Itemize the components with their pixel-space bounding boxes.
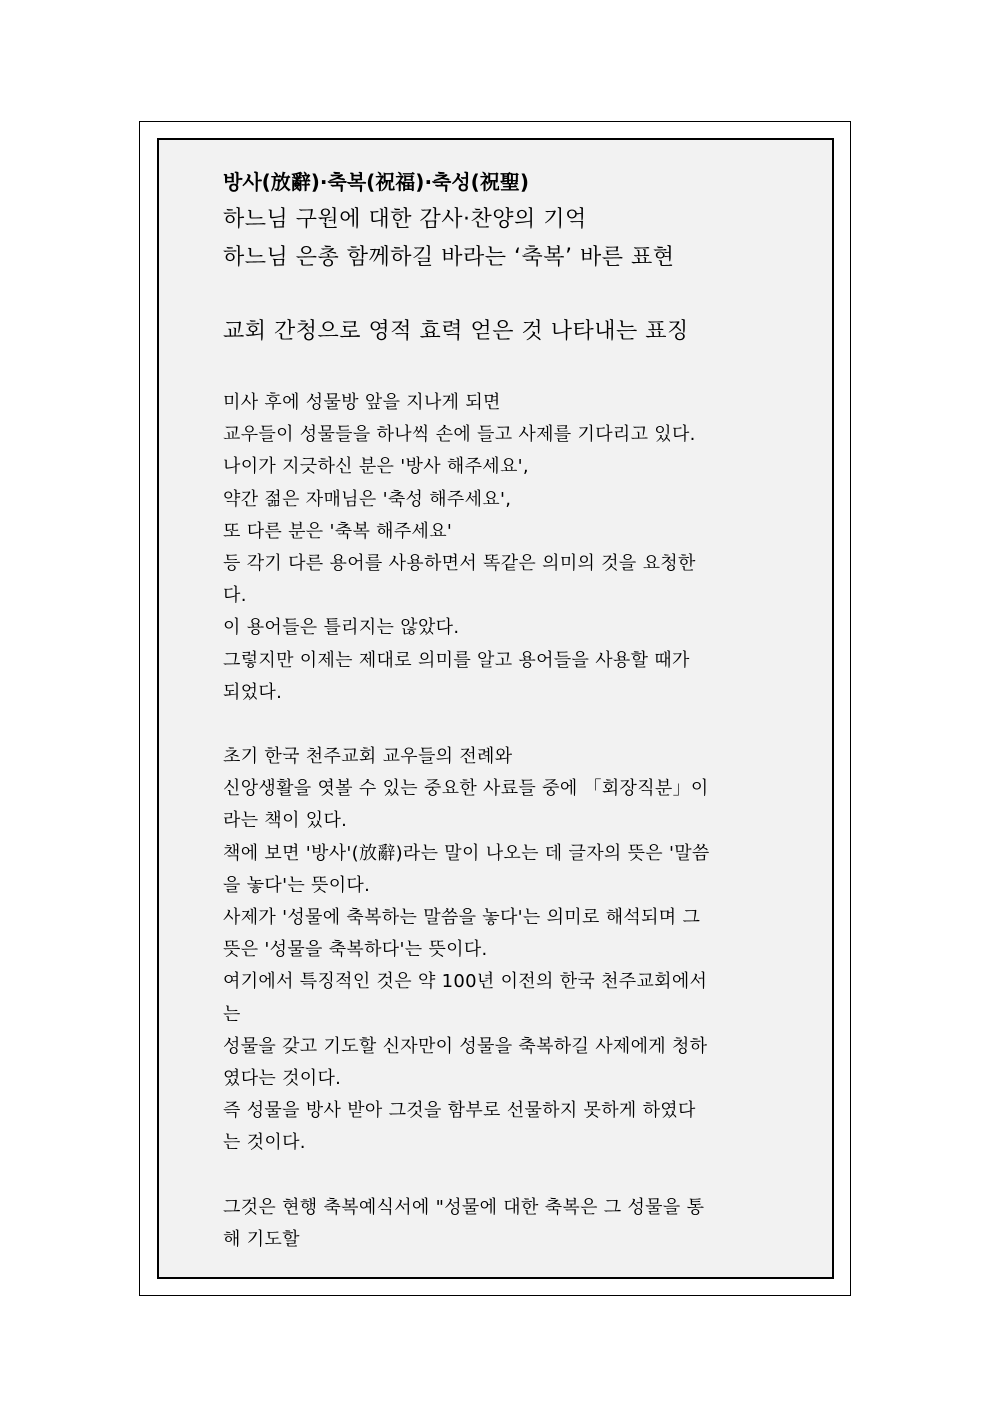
paragraph-line: 그렇지만 이제는 제대로 의미를 알고 용어들을 사용할 때가 [223,649,690,671]
subheadline-1: 하느님 구원에 대한 감사·찬양의 기억 [223,207,587,232]
paragraph-line: 등 각기 다른 용어를 사용하면서 똑같은 의미의 것을 요청한 [223,553,696,575]
paragraph-line: 해 기도할 [223,1228,300,1250]
paragraph-line: 을 놓다'는 뜻이다. [223,874,371,896]
paragraph-line: 초기 한국 천주교회 교우들의 전례와 [223,746,513,768]
paragraph-line: 되었다. [223,681,283,703]
paragraph-line: 성물을 갖고 기도할 신자만이 성물을 축복하길 사제에게 청하 [223,1035,708,1057]
spacer [223,709,803,741]
paragraph-line: 다. [223,585,247,607]
paragraph-line: 즉 성물을 방사 받아 그것을 함부로 선물하지 못하게 하였다 [223,1100,696,1122]
paragraph-line: 라는 책이 있다. [223,810,348,832]
spacer [223,351,803,387]
paragraph-line: 는 [223,1003,241,1025]
paragraph-line: 였다는 것이다. [223,1068,342,1090]
paragraph-line: 책에 보면 '방사'(放辭)라는 말이 나오는 데 글자의 뜻은 '말씀 [223,842,710,864]
paragraph-line: 미사 후에 성물방 앞을 지나게 되면 [223,392,501,413]
paragraph-2 [223,741,803,1160]
article-content [223,163,803,1256]
paragraph-line: 약간 젊은 자매님은 '축성 해주세요', [223,488,512,510]
paragraph-line: 그것은 현행 축복예식서에 "성물에 대한 축복은 그 성물을 통 [223,1196,705,1218]
spacer [223,277,803,313]
paragraph-line: 신앙생활을 엿볼 수 있는 중요한 사료들 중에 「회장직분」이 [223,778,709,800]
paragraph-line: 는 것이다. [223,1132,306,1154]
headline: 방사(放辭)·축복(祝福)·축성(祝聖) [223,170,529,194]
paragraph-line: 나이가 지긋하신 분은 '방사 해주세요', [223,456,529,478]
paragraph-1 [223,387,803,709]
spacer [223,1160,803,1192]
paragraph-3 [223,1192,803,1256]
subheadline-3: 교회 간청으로 영적 효력 얻은 것 나타내는 표징 [223,319,689,344]
paragraph-line: 이 용어들은 틀리지는 않았다. [223,617,460,639]
paragraph-line: 뜻은 '성물을 축복하다'는 뜻이다. [223,939,488,961]
paragraph-line: 또 다른 분은 '축복 해주세요' [223,520,453,542]
paragraph-line: 교우들이 성물들을 하나씩 손에 들고 사제를 기다리고 있다. [223,424,696,446]
paragraph-line: 사제가 '성물에 축복하는 말씀을 놓다'는 의미로 해석되며 그 [223,907,701,929]
paragraph-line: 여기에서 특징적인 것은 약 100년 이전의 한국 천주교회에서 [223,971,708,993]
subheadline-2: 하느님 은총 함께하길 바라는 ‘축복’ 바른 표현 [223,245,675,270]
